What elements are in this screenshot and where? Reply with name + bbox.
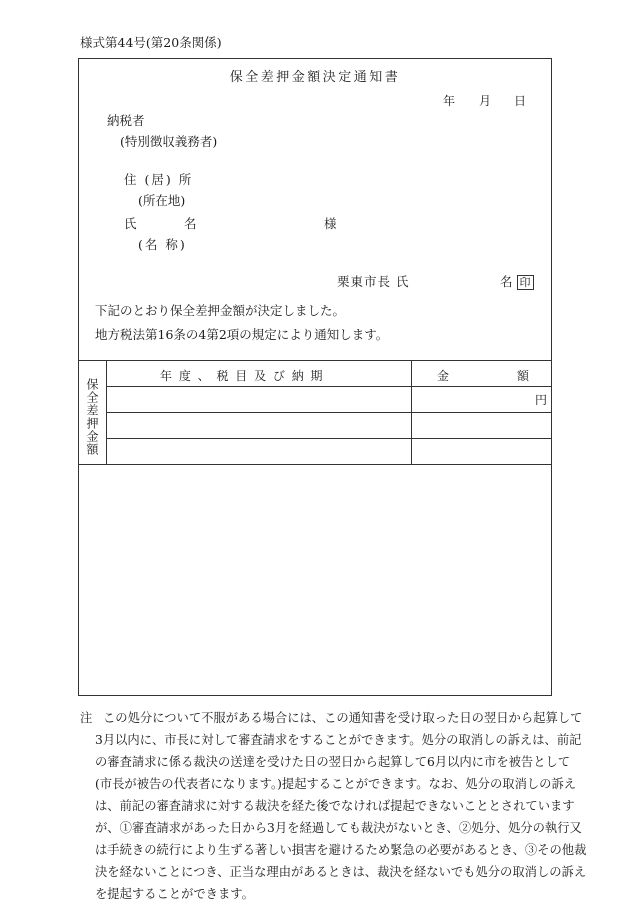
note-line-7: は手続きの続行により生ずる著しい損害を避けるため緊急の必要があるとき、③その他裁 — [95, 843, 587, 857]
corporate-name-label: (名 称) — [138, 237, 187, 252]
note-line-8: 決を経ないことにつき、正当な理由があるときは、裁決を経ないでも処分の取消しの訴え — [95, 865, 587, 879]
header-amount-2: 額 — [517, 369, 530, 383]
name-label-second: 名 — [184, 216, 197, 231]
table-side-label: 保全差押金額 — [85, 378, 99, 456]
date-year: 年 — [443, 94, 456, 108]
special-collector-label: (特別徴収義務者) — [120, 134, 218, 149]
note-line-5: は、前記の審査請求に対する裁決を経た後でなければ提起できないこととされています — [95, 799, 575, 813]
table-side-divider — [106, 360, 107, 464]
table-row-border-2 — [106, 438, 552, 439]
document-title: 保全差押金額決定通知書 — [229, 70, 401, 85]
amount-unit-yen: 円 — [535, 393, 548, 407]
address-label: 住 (居) 所 — [124, 172, 194, 187]
issuer-title: 栗東市長 氏 — [337, 274, 410, 289]
location-label: (所在地) — [138, 193, 186, 208]
table-header-border — [106, 386, 552, 387]
date-day: 日 — [514, 94, 527, 108]
note-line-2: 3月以内に、市長に対して審査請求をすることができます。処分の取消しの訴えは、前記 — [95, 733, 582, 747]
form-reference: 様式第44号(第20条関係) — [80, 35, 222, 50]
date-month: 月 — [479, 94, 492, 108]
body-line-2: 地方税法第16条の4第2項の規定により通知します。 — [95, 327, 389, 342]
note-line-4: (市長が被告の代表者になります。)提起することができます。なお、処分の取消しの訴え — [95, 777, 577, 791]
table-bottom-border — [78, 464, 552, 465]
body-line-1: 下記のとおり保全差押金額が決定しました。 — [95, 303, 346, 318]
seal-stamp-icon: 印 — [517, 275, 534, 290]
note-line-1: この処分について不服がある場合には、この通知書を受け取った日の翌日から起算して — [103, 711, 583, 725]
issuer-name-char: 名 — [500, 274, 513, 289]
header-amount-1: 金 — [437, 369, 450, 383]
note-line-3: の審査請求に係る裁決の送達を受けた日の翌日から起算して6月以内に市を被告として — [95, 755, 571, 769]
taxpayer-label: 納税者 — [107, 113, 145, 128]
table-amount-divider — [411, 360, 412, 464]
note-line-6: が、①審査請求があった日から3月を経過しても裁決がないとき、②処分、処分の執行又 — [95, 821, 582, 835]
name-label-first: 氏 — [124, 216, 137, 231]
note-mark: 注 — [80, 711, 93, 725]
issuer-name-suffix — [500, 272, 534, 290]
table-top-border — [78, 360, 552, 361]
note-line-9: を提起することができます。 — [95, 887, 254, 901]
header-year-tax-period: 年 度 、 税 目 及 び 納 期 — [160, 369, 325, 383]
table-row-border-1 — [106, 412, 552, 413]
honorific-sama: 様 — [324, 216, 337, 231]
